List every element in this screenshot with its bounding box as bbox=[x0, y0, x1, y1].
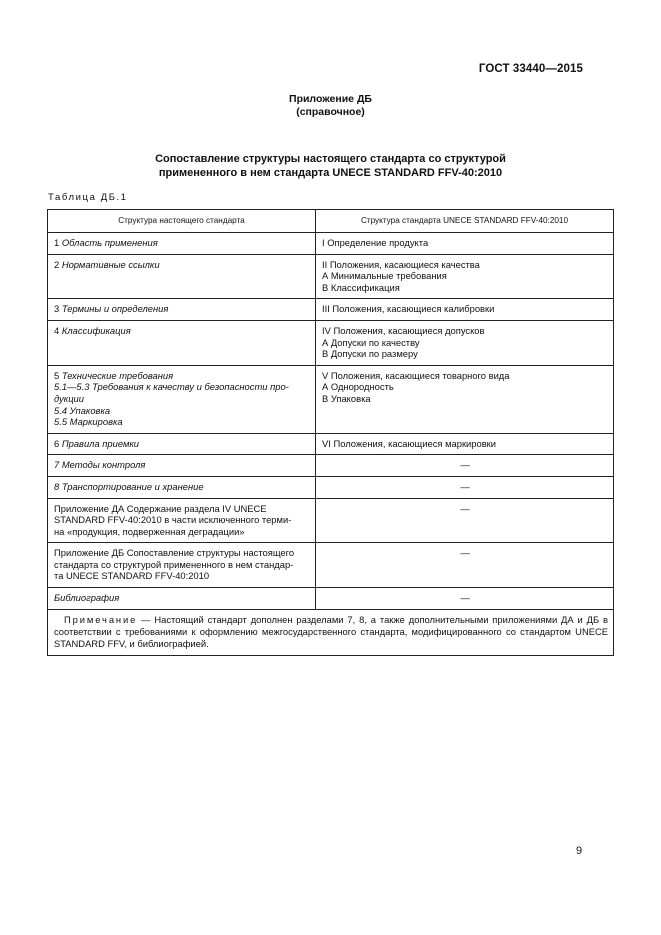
table-row bbox=[48, 476, 614, 498]
item-line bbox=[54, 393, 310, 405]
no-equivalent-dash: — bbox=[460, 502, 470, 514]
item-number: 3 bbox=[54, 303, 60, 315]
item-number: 5.4 bbox=[54, 404, 68, 416]
table-note-row bbox=[48, 609, 614, 655]
unece-line: В Классификация bbox=[322, 281, 400, 293]
document-code: ГОСТ 33440—2015 bbox=[478, 63, 583, 75]
item-line: стандарта со структурой примененного в нем стандар- bbox=[54, 558, 294, 570]
national-structure-cell bbox=[48, 299, 316, 321]
column-header-national: Структура настоящего стандарта bbox=[48, 210, 316, 233]
unece-line: В Упаковка bbox=[322, 392, 371, 404]
comparison-table bbox=[47, 209, 614, 656]
unece-structure-cell bbox=[316, 455, 614, 477]
unece-line: А Допуски по качеству bbox=[322, 336, 420, 348]
unece-structure-cell bbox=[316, 498, 614, 543]
national-structure-cell bbox=[48, 365, 316, 433]
table-header-row bbox=[48, 210, 614, 233]
section-title-line-2: примененного в нем стандарта UNECE STANDARD FFV-40:2010 bbox=[158, 167, 503, 179]
table-caption: Таблица ДБ.1 bbox=[48, 192, 128, 203]
table-row bbox=[48, 254, 614, 299]
item-line: Приложение ДБ Сопоставление структуры настоящего bbox=[54, 547, 295, 559]
item-title: Требования к качеству и безопасности про- bbox=[92, 381, 289, 393]
unece-structure-cell bbox=[316, 588, 614, 610]
appendix-title: Приложение ДБ bbox=[289, 93, 372, 105]
item-line: та UNECE STANDARD FFV-40:2010 bbox=[54, 570, 210, 582]
note-text: — Настоящий стандарт дополнен разделами 7, 8, а также дополнительными приложениями ДА и ДБ в соответствии с требованиями к оформлению межгосударственного стандарта, модифицированного со стандартом UNECE STANDARD FFV, и библиографией. bbox=[54, 613, 608, 649]
unece-structure-cell bbox=[316, 543, 614, 588]
no-equivalent-dash: — bbox=[460, 592, 470, 604]
national-structure-cell bbox=[48, 476, 316, 498]
unece-line: III Положения, касающиеся калибровки bbox=[322, 303, 495, 315]
note-label: Примечание bbox=[64, 613, 138, 625]
item-title: Термины и определения bbox=[61, 303, 169, 315]
unece-line: V Положения, касающиеся товарного вида bbox=[322, 369, 510, 381]
unece-structure-cell bbox=[316, 433, 614, 455]
unece-line: В Допуски по размеру bbox=[322, 348, 418, 360]
item-title: Нормативные ссылки bbox=[61, 258, 160, 270]
unece-line: II Положения, касающиеся качества bbox=[322, 258, 480, 270]
item-number: 2 bbox=[54, 258, 60, 270]
item-number: 5.5 bbox=[54, 416, 68, 428]
table-row bbox=[48, 233, 614, 255]
table-row bbox=[48, 455, 614, 477]
national-structure-cell bbox=[48, 588, 316, 610]
item-number: 4 bbox=[54, 324, 60, 336]
item-number: 1 bbox=[54, 237, 60, 248]
item-title: Библиография bbox=[54, 592, 120, 604]
item-title: Маркировка bbox=[69, 416, 123, 428]
appendix-heading bbox=[0, 93, 661, 119]
page-number: 9 bbox=[576, 845, 583, 857]
unece-structure-cell bbox=[316, 299, 614, 321]
table-row bbox=[48, 498, 614, 543]
item-number: 8 bbox=[54, 480, 60, 492]
item-title: дукции bbox=[54, 392, 84, 404]
item-title: Технические требования bbox=[61, 369, 174, 381]
unece-line: VI Положения, касающиеся маркировки bbox=[322, 437, 497, 449]
unece-line: А Минимальные требования bbox=[322, 270, 447, 282]
item-number: 5 bbox=[54, 369, 60, 381]
item-line: на «продукция, подверженная деградации» bbox=[54, 525, 245, 537]
item-number: 7 bbox=[54, 459, 60, 471]
unece-structure-cell bbox=[316, 365, 614, 433]
item-number: 5.1—5.3 bbox=[54, 381, 90, 393]
unece-structure-cell bbox=[316, 320, 614, 365]
national-structure-cell bbox=[48, 498, 316, 543]
no-equivalent-dash: — bbox=[460, 459, 470, 471]
unece-structure-cell bbox=[316, 476, 614, 498]
item-title: Методы контроля bbox=[61, 459, 146, 471]
unece-structure-cell bbox=[316, 233, 614, 255]
national-structure-cell bbox=[48, 254, 316, 299]
national-structure-cell bbox=[48, 233, 316, 255]
no-equivalent-dash: — bbox=[460, 547, 470, 559]
item-title: Классификация bbox=[61, 324, 131, 336]
appendix-subtitle: (справочное) bbox=[296, 106, 365, 118]
section-title bbox=[0, 152, 661, 180]
unece-structure-cell bbox=[316, 254, 614, 299]
item-line bbox=[54, 405, 310, 417]
item-title: Область применения bbox=[61, 237, 158, 248]
item-title: Упаковка bbox=[69, 404, 111, 416]
no-equivalent-dash: — bbox=[460, 480, 470, 492]
table-row bbox=[48, 433, 614, 455]
national-structure-cell bbox=[48, 320, 316, 365]
unece-line: I Определение продукта bbox=[322, 237, 429, 248]
column-header-unece: Структура стандарта UNECE STANDARD FFV-40:2010 bbox=[316, 210, 614, 233]
unece-line: А Однородность bbox=[322, 381, 394, 393]
national-structure-cell bbox=[48, 455, 316, 477]
item-number: 6 bbox=[54, 437, 60, 449]
national-structure-cell bbox=[48, 433, 316, 455]
item-line: Приложение ДА Содержание раздела IV UNECE bbox=[54, 502, 267, 514]
item-line bbox=[54, 416, 310, 428]
item-line bbox=[54, 370, 310, 382]
table-note bbox=[48, 609, 614, 655]
item-line: STANDARD FFV-40:2010 в части исключенного терми- bbox=[54, 514, 292, 526]
table-row bbox=[48, 320, 614, 365]
table-row bbox=[48, 299, 614, 321]
item-title: Правила приемки bbox=[61, 437, 140, 449]
item-line bbox=[54, 381, 310, 393]
section-title-line-1: Сопоставление структуры настоящего стандарта со структурой bbox=[155, 153, 506, 165]
table-row bbox=[48, 588, 614, 610]
unece-line: IV Положения, касающиеся допусков bbox=[322, 324, 485, 336]
table-row bbox=[48, 365, 614, 433]
national-structure-cell bbox=[48, 543, 316, 588]
item-title: Транспортирование и хранение bbox=[61, 480, 204, 492]
table-row bbox=[48, 543, 614, 588]
